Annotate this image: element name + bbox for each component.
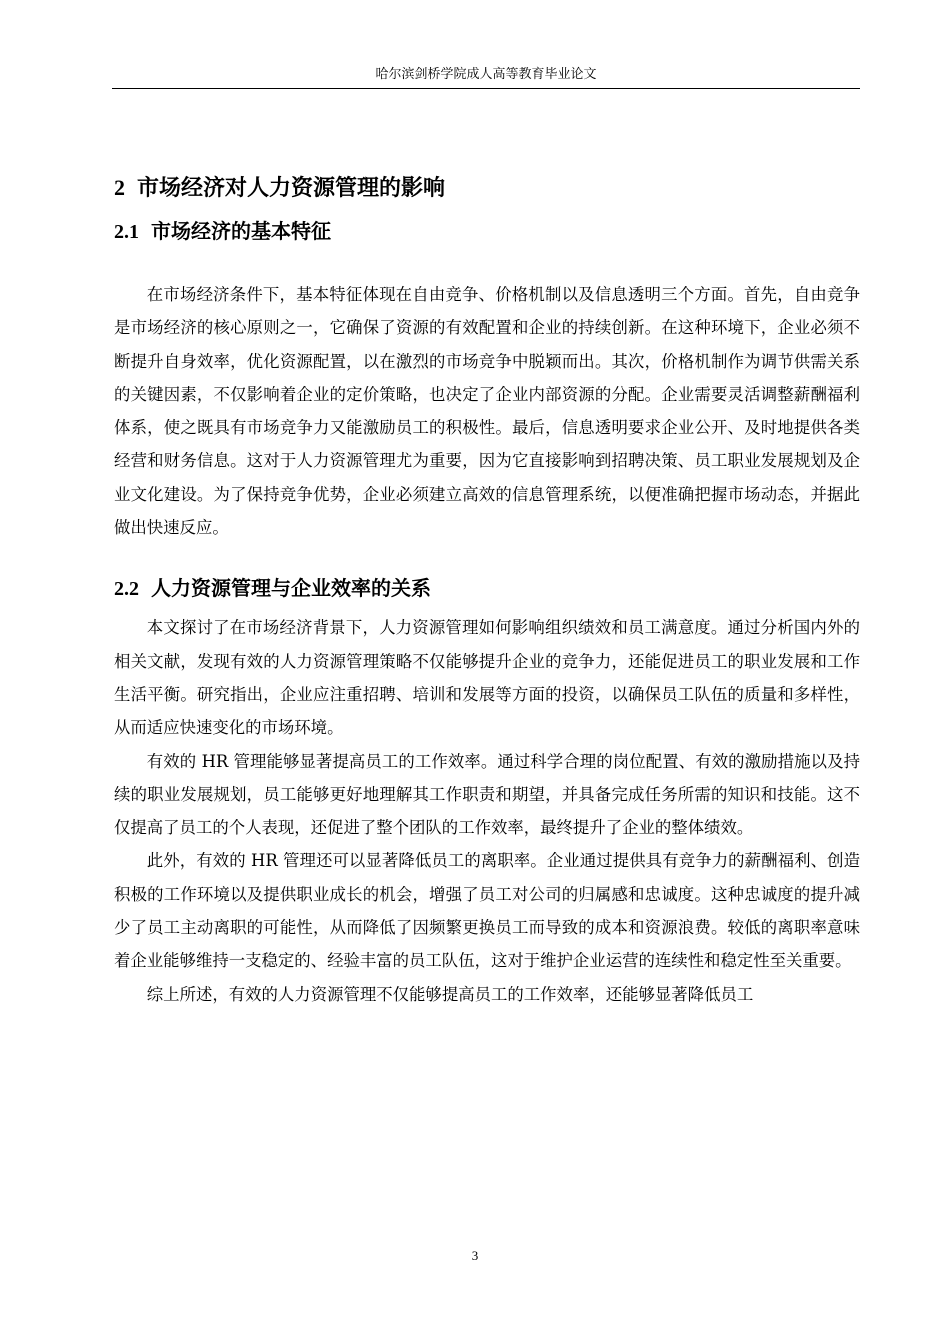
page-number: 3 [471, 1248, 479, 1263]
section-number: 2.1 [114, 221, 139, 243]
running-header: 哈尔滨剑桥学院成人高等教育毕业论文 [375, 67, 597, 82]
section-title: 市场经济的基本特征 [151, 219, 331, 243]
chapter-heading [114, 168, 860, 209]
section-heading-2-1 [114, 213, 860, 250]
page-body [114, 168, 860, 1011]
section-title: 人力资源管理与企业效率的关系 [151, 576, 431, 601]
header-divider [112, 88, 860, 89]
body-paragraph: 有效的 HR 管理能够显著提高员工的工作效率。通过科学合理的岗位配置、有效的激励措施以及持续的职业发展规划，员工能够更好地理解其工作职责和期望，并具备完成任务所需的知识和技能。这不仅提高了员工的个人表现，还促进了整个团队的工作效率，最终提升了企业的整体绩效。 [114, 751, 860, 838]
chapter-title: 市场经济对人力资源管理的影响 [137, 176, 446, 201]
body-paragraph: 本文探讨了在市场经济背景下，人力资源管理如何影响组织绩效和员工满意度。通过分析国内外的相关文献，发现有效的人力资源管理策略不仅能够提升企业的竞争力，还能促进员工的职业发展和工作生活平衡。研究指出，企业应注重招聘、培训和发展等方面的投资，以确保员工队伍的质量和多样性，从而适应快速变化的市场环境。 [114, 618, 860, 738]
body-paragraph: 综上所述，有效的人力资源管理不仅能够提高员工的工作效率，还能够显著降低员工 [146, 984, 754, 1004]
section-heading-2-2 [114, 570, 860, 607]
section-body-2-2 [114, 611, 860, 1011]
body-paragraph: 在市场经济条件下，基本特征体现在自由竞争、价格机制以及信息透明三个方面。首先，自由竞争是市场经济的核心原则之一，它确保了资源的有效配置和企业的持续创新。在这种环境下，企业必须不断提升自身效率，优化资源配置，以在激烈的市场竞争中脱颖而出。其次，价格机制作为调节供需关系的关键因素，不仅影响着企业的定价策略，也决定了企业内部资源的分配。企业需要灵活调整薪酬福利体系，使之既具有市场竞争力又能激励员工的积极性。最后，信息透明要求企业公开、及时地提供各类经营和财务信息。这对于人力资源管理尤为重要，因为它直接影响到招聘决策、员工职业发展规划及企业文化建设。为了保持竞争优势，企业必须建立高效的信息管理系统，以便准确把握市场动态，并据此做出快速反应。 [114, 285, 860, 538]
chapter-number: 2 [114, 175, 125, 200]
section-body-2-1 [114, 278, 860, 544]
section-number: 2.2 [114, 578, 139, 601]
body-paragraph: 此外，有效的 HR 管理还可以显著降低员工的离职率。企业通过提供具有竞争力的薪酬福利、创造积极的工作环境以及提供职业成长的机会，增强了员工对公司的归属感和忠诚度。这种忠诚度的提升减少了员工主动离职的可能性，从而降低了因频繁更换员工而导致的成本和资源浪费。较低的离职率意味着企业能够维持一支稳定的、经验丰富的员工队伍，这对于维护企业运营的连续性和稳定性至关重要。 [114, 851, 860, 971]
